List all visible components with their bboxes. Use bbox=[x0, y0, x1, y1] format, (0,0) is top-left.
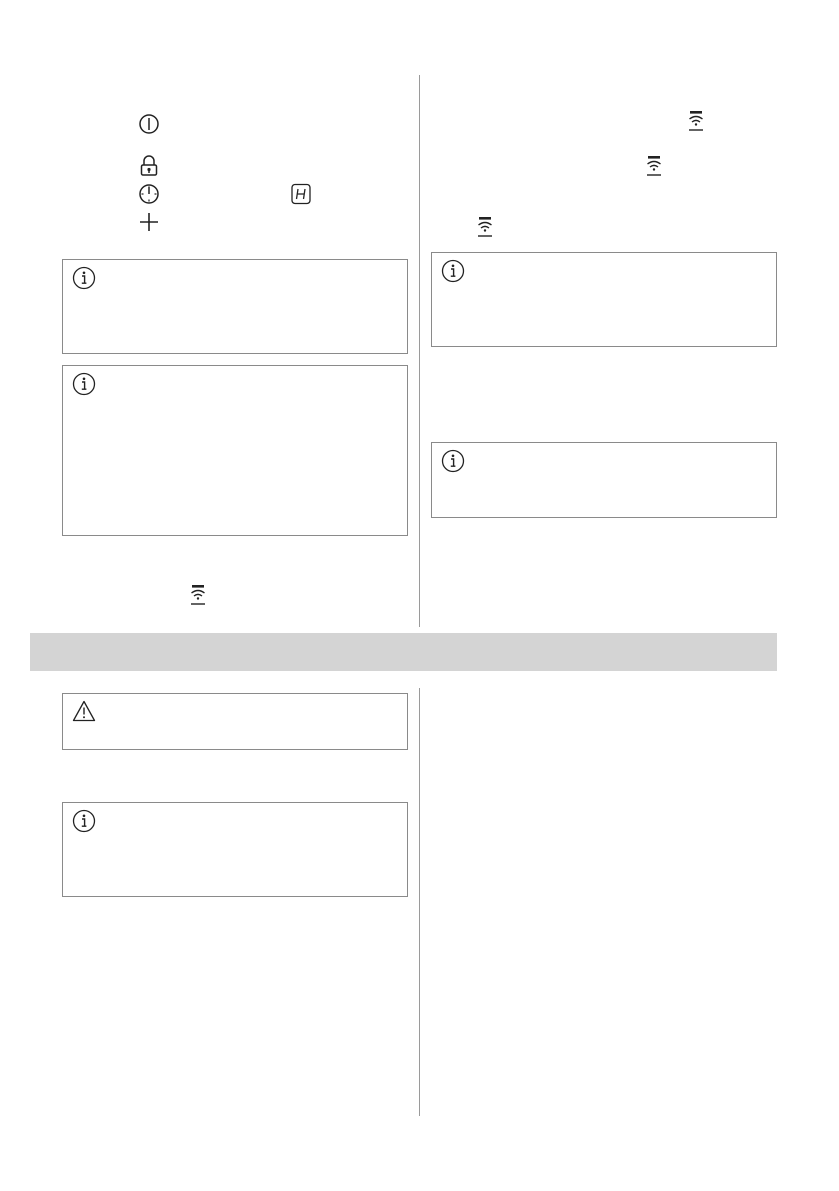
warning-icon bbox=[72, 700, 96, 722]
hob2hood-icon bbox=[686, 110, 706, 132]
hob2hood-icon bbox=[475, 216, 495, 238]
h-display-icon bbox=[290, 183, 312, 205]
column-divider-top bbox=[419, 75, 420, 627]
info-note-4 bbox=[431, 442, 777, 518]
info-note-5 bbox=[62, 802, 408, 897]
info-note-2 bbox=[62, 365, 408, 536]
info-icon bbox=[72, 266, 96, 290]
info-icon bbox=[441, 259, 465, 283]
plus-icon bbox=[138, 211, 160, 233]
timer-icon bbox=[138, 183, 160, 205]
info-icon bbox=[441, 449, 465, 473]
hob2hood-icon bbox=[644, 155, 664, 177]
info-note-1 bbox=[62, 259, 408, 354]
info-icon bbox=[72, 372, 96, 396]
column-divider-bottom bbox=[419, 688, 420, 1116]
section-header-bar bbox=[30, 633, 777, 671]
hob2hood-icon bbox=[188, 584, 208, 606]
power-icon bbox=[138, 113, 160, 135]
lock-icon bbox=[139, 155, 159, 177]
warning-note bbox=[62, 693, 408, 750]
info-note-3 bbox=[431, 252, 777, 347]
info-icon bbox=[72, 809, 96, 833]
